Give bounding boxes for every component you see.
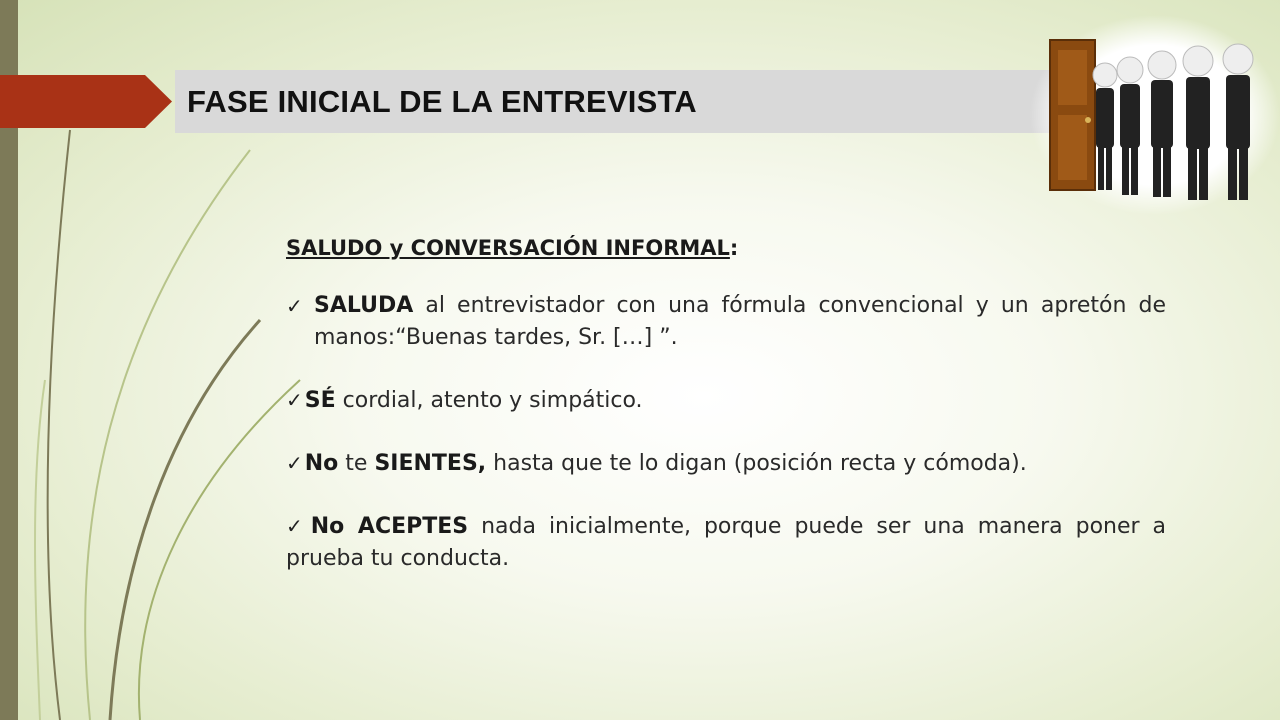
list-item	[286, 290, 1166, 354]
section-subtitle-colon: :	[729, 236, 739, 260]
item-text: te	[338, 451, 375, 476]
section-subtitle-text: SALUDO y CONVERSACIÓN INFORMAL	[286, 236, 730, 260]
item-text: cordial, atento y simpático.	[335, 388, 643, 413]
check-icon: ✓	[286, 514, 309, 538]
item-keyword-2: SIENTES,	[374, 451, 487, 476]
slide-title: FASE INICIAL DE LA ENTREVISTA	[187, 83, 697, 119]
item-keyword: SÉ	[304, 388, 336, 413]
list-item	[286, 384, 1166, 417]
slide-content	[286, 236, 1166, 605]
section-subtitle	[286, 236, 1166, 260]
item-keyword: SALUDA	[314, 293, 414, 318]
list-item	[286, 447, 1166, 480]
item-text: al entrevistador con una fórmula convencional y un apretón de manos:“Buenas tardes, Sr. […] ”.	[314, 293, 1166, 350]
check-icon: ✓	[286, 388, 303, 412]
people-queue-door-illustration	[1030, 15, 1280, 215]
item-keyword: No ACEPTES	[310, 514, 469, 539]
title-arrow-tab	[0, 75, 172, 128]
item-text: nada inicialmente, porque puede ser una manera poner a prueba tu conducta.	[286, 514, 1167, 571]
bullet-list	[286, 290, 1166, 575]
title-bar	[175, 70, 1055, 133]
check-icon: ✓	[286, 451, 303, 475]
item-text-2: hasta que te lo digan (posición recta y cómoda).	[486, 451, 1027, 476]
list-item	[286, 510, 1166, 575]
item-keyword: No	[304, 451, 339, 476]
check-icon: ✓	[286, 294, 303, 318]
